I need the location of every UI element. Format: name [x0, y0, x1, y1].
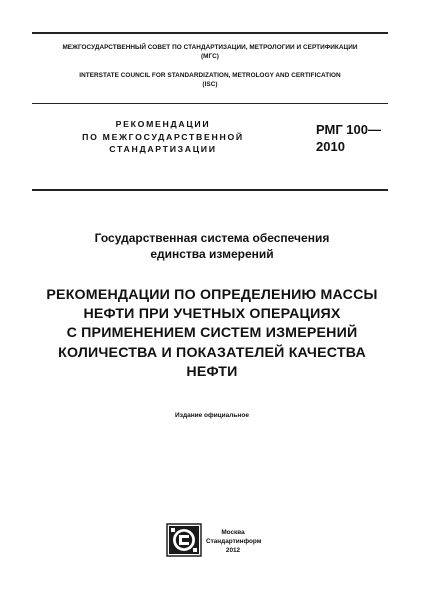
designation-code: РМГ 100—	[316, 122, 381, 137]
designation-rule	[32, 189, 388, 191]
council-en-abbr: (ISC)	[202, 81, 218, 88]
document-designation	[316, 121, 400, 155]
recommendation-series	[60, 118, 266, 156]
recommendation-series-line2: ПО МЕЖГОСУДАРСТВЕННОЙ	[82, 131, 244, 142]
recommendation-series-line3: СТАНДАРТИЗАЦИИ	[109, 144, 217, 155]
designation-year: 2010	[316, 139, 345, 154]
publisher-block	[206, 528, 260, 555]
edition-label: Издание официальное	[175, 412, 249, 419]
series-title-line2: единства измерений	[150, 246, 274, 261]
main-title-line5: НЕФТИ	[186, 363, 238, 380]
council-ru-abbr: (МГС)	[201, 53, 219, 60]
council-ru	[28, 43, 392, 61]
series-title-line1: Государственная система обеспечения	[94, 231, 330, 245]
main-title-line3: С ПРИМЕНЕНИЕМ СИСТЕМ ИЗМЕРЕНИЙ	[66, 325, 358, 342]
series-title	[40, 231, 384, 262]
standartinform-logo-icon	[166, 523, 202, 557]
main-title	[28, 286, 396, 382]
council-en	[28, 71, 392, 89]
top-rule	[32, 32, 388, 34]
publisher-city: Москва	[221, 529, 245, 536]
publisher-year: 2012	[225, 547, 241, 554]
council-en-name: INTERSTATE COUNCIL FOR STANDARDIZATION, METROLOGY AND CERTIFICATION	[79, 72, 341, 79]
header-divider	[32, 103, 388, 104]
main-title-line2: НЕФТИ ПРИ УЧЕТНЫХ ОПЕРАЦИЯХ	[83, 306, 341, 323]
main-title-line1: РЕКОМЕНДАЦИИ ПО ОПРЕДЕЛЕНИЮ МАССЫ	[46, 287, 378, 303]
council-ru-name: МЕЖГОСУДАРСТВЕННЫЙ СОВЕТ ПО СТАНДАРТИЗАЦИИ, МЕТРОЛОГИИ И СЕРТИФИКАЦИИ	[62, 44, 358, 51]
recommendation-series-line1: РЕКОМЕНДАЦИИ	[115, 119, 211, 129]
main-title-line4: КОЛИЧЕСТВА И ПОКАЗАТЕЛЕЙ КАЧЕСТВА	[58, 344, 366, 361]
publisher-name: Стандартинформ	[206, 538, 262, 545]
